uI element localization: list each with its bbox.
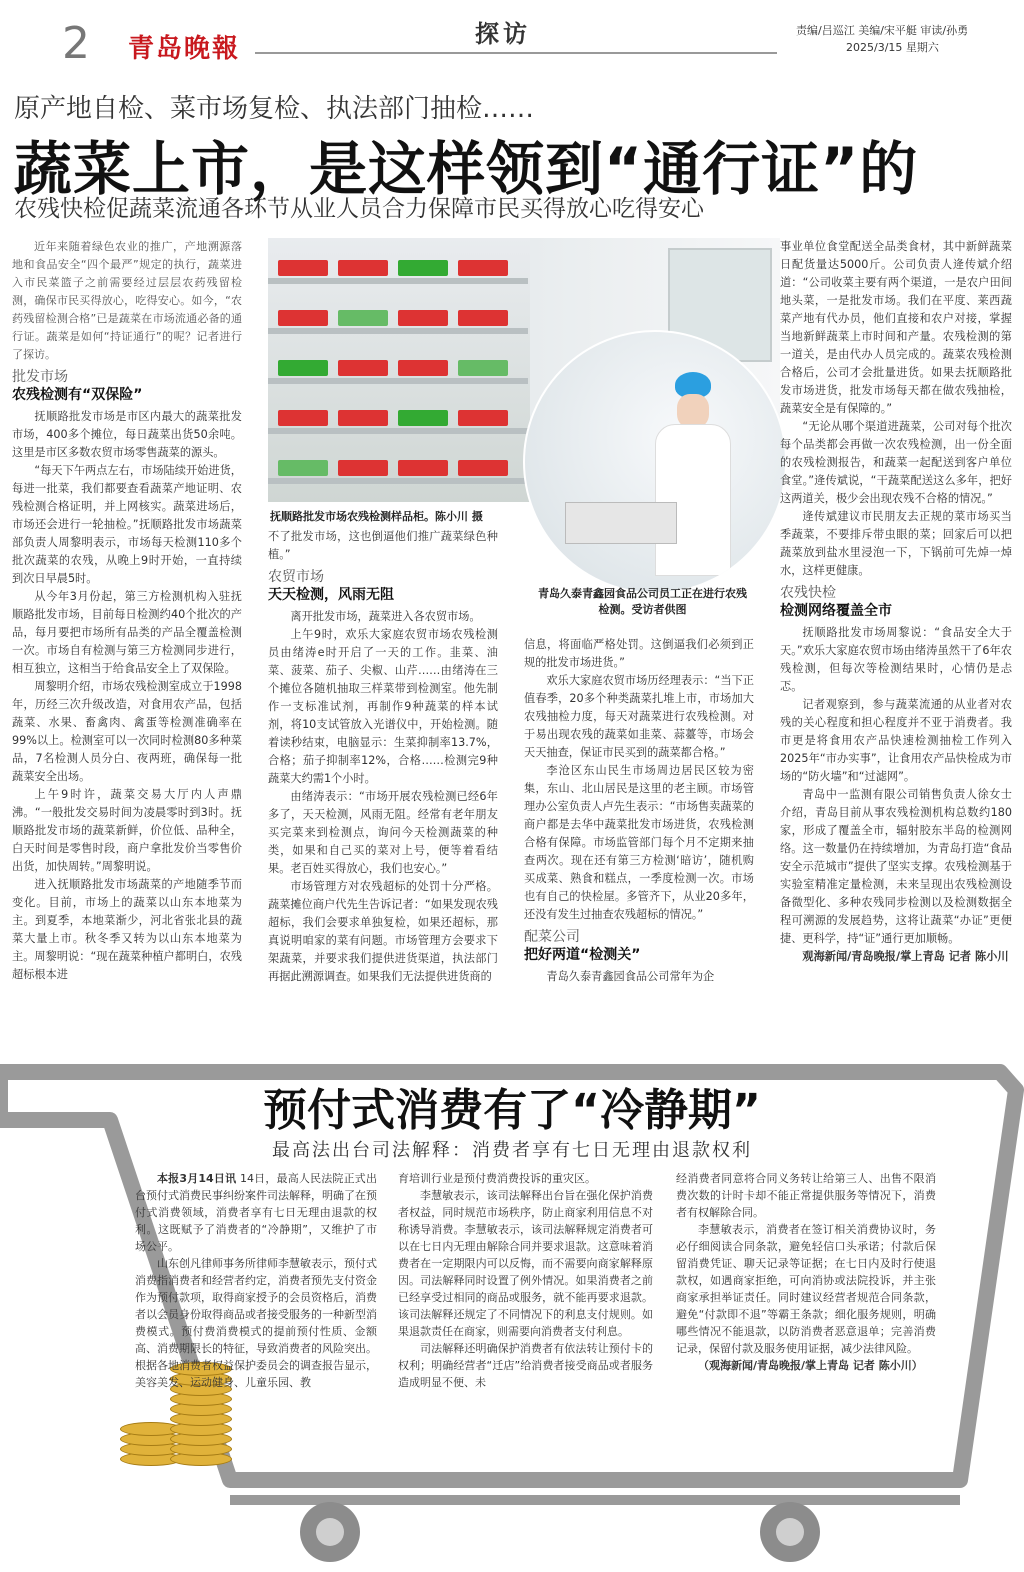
paragraph: “无论从哪个渠道进蔬菜，公司对每个批次每个品类都会再做一次农残检测，出一份全面的农残检测报告，和蔬菜一起配送到客户单位食堂。”逄传斌说，“干蔬菜配送这么多年，把好这两道关，极少会出现农残不合格的情况。” bbox=[780, 420, 1012, 505]
paragraph: 育培训行业是预付费消费投诉的重灾区。 bbox=[398, 1172, 596, 1185]
editors-credit: 责编/吕巡江 美编/宋平艇 审读/孙勇 bbox=[796, 24, 969, 37]
newspaper-logo: 青岛晚報 bbox=[128, 34, 241, 64]
article2-column-3 bbox=[676, 1170, 936, 1470]
paragraph: 信息，将面临严格处罚。这倒逼我们必须到正规的批发市场进货。” bbox=[524, 638, 754, 669]
subhead-label: 配菜公司 bbox=[524, 929, 580, 945]
subhead-title: 把好两道“检测关” bbox=[524, 947, 641, 963]
paragraph: 上午9时许，蔬菜交易大厅内人声鼎沸。“一般批发交易时间为凌晨零时到3时。抚顺路批发市场的蔬菜新鲜，价位低、品种全，白天时间是零售时段，商户拿批发价当零售价出货，加快周转。”周黎明说。 bbox=[12, 788, 242, 873]
photo-caption-2: 青岛久泰青鑫园食品公司员工正在进行农残检测。受访者供图 bbox=[538, 587, 747, 616]
article-headline: 蔬菜上市，是这样领到“通行证”的 bbox=[14, 135, 919, 203]
paragraph: 事业单位食堂配送全品类食材，其中新鲜蔬菜日配货量达5000斤。公司负责人逄传斌介绍道：“公司收菜主要有两个渠道，一是农户田间地头菜，一是批发市场。我们在平度、莱西蔬菜产地有代办员，他们直接和农户对接，掌握当地新鲜蔬菜上市时间和产量。农残检测的第一道关，是由代办人员完成的。蔬菜农残检测合格后，公司才会批量进货。如果去抚顺路批发市场进货，批发市场每天都在做农残抽检，蔬菜安全是有保障的。” bbox=[780, 240, 1012, 415]
paragraph: 记者观察到，参与蔬菜流通的从业者对农残的关心程度和担心程度并不亚于消费者。我市更是将食用农产品快速检测抽检工作列入2025年“市办实事”，让食用农产品快检成为市场的“防火墙”和“过滤网”。 bbox=[780, 698, 1012, 783]
article-kicker: 原产地自检、菜市场复检、执法部门抽检…… bbox=[14, 94, 535, 124]
subhead-title: 检测网络覆盖全市 bbox=[780, 603, 892, 619]
paragraph: 李慧敏表示，消费者在签订相关消费协议时，务必仔细阅读合同条款，避免轻信口头承诺；付款后保留消费凭证、聊天记录等证据；在七日内及时行使退款权，如遇商家拒绝，可向消协或法院投诉，并主张商家承担举证责任。同时建议经营者规范合同条款，避免“付款即不退”等霸王条款；细化服务规则，明确哪些情况不能退款，以防消费者恶意退单；完善消费记录，保留付款及服务使用证据，减少法律风险。 bbox=[676, 1223, 936, 1355]
column-1 bbox=[12, 238, 242, 1050]
subhead-title: 天天检测，风雨无阻 bbox=[268, 587, 394, 603]
byline: 观海新闻/青岛晚报/掌上青岛 记者 陈小川 bbox=[802, 950, 1009, 963]
section-title: 探访 bbox=[475, 20, 531, 48]
paragraph: 周黎明介绍，市场农残检测室成立于1998年，历经三次升级改造，对食用农产品，包括蔬菜、水果、畜禽肉、禽蛋等检测准确率在99%以上。检测室可以一次同时检测80多种菜品，7名检测人员分白、夜两班，确保每一批蔬菜安全出场。 bbox=[12, 680, 242, 783]
paragraph: 抚顺路批发市场周黎说：“食品安全大于天。”欢乐大家庭农贸市场由绪涛虽然干了6年农残检测，但每次等检测结果时，心情仍是忐忑。 bbox=[780, 626, 1012, 693]
issue-date: 2025/3/15 星期六 bbox=[846, 41, 939, 54]
article2-headline: 预付式消费有了“冷静期” bbox=[263, 1085, 761, 1136]
column-2 bbox=[268, 528, 498, 1048]
paragraph: 进入抚顺路批发市场蔬菜的产地随季节而变化。目前，市场上的蔬菜以山东本地菜为主。到夏季，本地菜渐少，河北省张北县的蔬菜大量上市。秋冬季又转为以山东本地菜为主。周黎明说：“现在蔬菜种植户都明白，农残超标根本进 bbox=[12, 878, 242, 981]
dateline: 本报3月14日讯 bbox=[157, 1172, 237, 1185]
page-number: 2 bbox=[62, 18, 90, 69]
paragraph: 市场管理方对农残超标的处罚十分严格。蔬菜摊位商户代先生告诉记者：“如果发现农残超标，我们会要求单独复检，如果还超标，那真说明咱家的菜有问题。市场管理方会要求下架蔬菜，并要求我们提供进货渠道，执法部门再据此溯源调查。如果我们无法提供进货商的 bbox=[268, 880, 498, 983]
article2-column-2 bbox=[398, 1170, 653, 1470]
paragraph: 李沧区东山民生市场周边居民区较为密集，东山、北山居民是这里的老主顾。市场管理办公室负责人卢先生表示：“市场售卖蔬菜的商户都是去华中蔬菜批发市场进货，农残检测合格有保障。市场监管部门每个月不定期来抽查两次。现在还有第三方检测‘暗访’，随机购买成菜、熟食和糕点，一季度检测一次。市场也有自己的快检屋。多管齐下，从业20多年，还没有发生过抽查农残超标的情况。” bbox=[524, 764, 754, 921]
subhead-label: 农贸市场 bbox=[268, 569, 324, 585]
column-3 bbox=[524, 636, 754, 1048]
column-4 bbox=[780, 238, 1012, 1050]
paragraph: 逄传斌建议市民朋友去正规的菜市场买当季蔬菜，不要排斥带虫眼的菜；回家后可以把蔬菜放到盐水里浸泡一下，下锅前可先焯一焯水，这样更健康。 bbox=[780, 510, 1012, 577]
article-deck: 农残快检促蔬菜流通各环节从业人员合力保障市民买得放心吃得安心 bbox=[14, 196, 704, 222]
paragraph: 司法解释还明确保护消费者有依法转让预付卡的权利；明确经营者“迁店”给消费者接受商品或者服务造成明显不便、未 bbox=[398, 1342, 653, 1389]
paragraph: 青岛中一监测有限公司销售负责人徐女士介绍，青岛目前从事农残检测机构总数约180家，形成了覆盖全市，辐射胶东半岛的检测网络。这一数量仍在持续增加，为青岛打造“食品安全示范城市”提供了坚实支撑。农残检测基于实验室精准定量检测，未来呈现出农残检测设备微型化、多种农残同步检测以及检测数据全程可溯源的发展趋势，这将让蔬菜“办证”更便捷、更科学，持“证”通行更加顺畅。 bbox=[780, 788, 1012, 945]
paragraph: 离开批发市场，蔬菜进入各农贸市场。 bbox=[290, 610, 481, 623]
subhead-title: 农残检测有“双保险” bbox=[12, 387, 143, 403]
paragraph: 抚顺路批发市场是市区内最大的蔬菜批发市场，400多个摊位，每日蔬菜出货50余吨。这里是市区多数农贸市场零售蔬菜的源头。 bbox=[12, 410, 242, 459]
paragraph: 不了批发市场，这也倒逼他们推广蔬菜绿色种植。” bbox=[268, 530, 498, 561]
byline: （观海新闻/青岛晚报/掌上青岛 记者 陈小川） bbox=[698, 1359, 923, 1372]
article-lead: 近年来随着绿色农业的推广，产地溯源落地和食品安全“四个最严”规定的执行，蔬菜进入市民菜篮子之前需要经过层层农药残留检测，确保市民买得放心，吃得安心。如今，“农药残留检测合格”已是蔬菜在市场流通必备的通行证。蔬菜是如何“持证通行”的呢？记者进行了探访。 bbox=[12, 240, 242, 361]
paragraph: 经消费者同意将合同义务转让给第三人、出售不限消费次数的计时卡却不能正常提供服务等情况下，消费者有权解除合同。 bbox=[676, 1172, 936, 1219]
paragraph: 李慧敏表示，该司法解释出台旨在强化保护消费者权益，同时规范市场秩序，防止商家利用信息不对称诱导消费。李慧敏表示，该司法解释规定消费者可以在七日内无理由解除合同并要求退款。这意味着消费者在一定期限内可以反悔，而不需要向商家解释原因。司法解释同时设置了例外情况。如果消费者之前已经享受过相同的商品或服务，就不能再要求退款。该司法解释还规定了不同情况下的利息支付规则。如果退款责任在商家，则需要向消费者支付利息。 bbox=[398, 1189, 653, 1338]
article2-deck: 最高法出台司法解释：消费者享有七日无理由退款权利 bbox=[272, 1140, 752, 1161]
paragraph: 欢乐大家庭农贸市场历经理表示：“当下正值春季，20多个种类蔬菜扎堆上市，市场加大农残抽检力度，每天对蔬菜进行农残检测。对于易出现农残的蔬菜如韭菜、蒜薹等，市场会天天抽查，保证市民买到的蔬菜都合格。” bbox=[524, 674, 754, 759]
paragraph: 山东创凡律师事务所律师李慧敏表示，预付式消费指消费者和经营者约定，消费者预先支付资金作为预付款项，取得商家授予的会员资格后，消费者以会员身份取得商品或者接受服务的一种新型消费模式。预付费消费模式的提前预付性质、金额高、消费期限长的特征，导致消费者的风险突出。根据各地消费者权益保护委员会的调查报告显示，美容美发、运动健身、儿童乐园、教 bbox=[135, 1257, 377, 1389]
subhead-label: 农残快检 bbox=[780, 585, 836, 601]
article2-column-1 bbox=[135, 1170, 377, 1460]
header-meta bbox=[796, 22, 968, 56]
header-rule bbox=[255, 52, 777, 54]
paragraph: “每天下午两点左右，市场陆续开始进货，每进一批菜，我们都要查看蔬菜产地证明、农残检测合格证明，并上网核实。蔬菜进场后，市场还会进行一轮抽检。”抚顺路批发市场蔬菜部负责人周黎明表示，市场每天检测110多个批次蔬菜的农残，从晚上9时开始，一直持续到次日早晨5时。 bbox=[12, 464, 242, 585]
paragraph: 14日，最高人民法院正式出台预付式消费民事纠纷案件司法解释，明确了在预付式消费领域，消费者享有七日无理由退款的权利。这既赋予了消费者的“冷静期”，又维护了市场公平。 bbox=[135, 1172, 377, 1253]
lab-worker-photo bbox=[523, 330, 787, 594]
subhead-label: 批发市场 bbox=[12, 369, 68, 385]
photo-caption: 抚顺路批发市场农残检测样品柜。陈小川 摄 bbox=[270, 510, 483, 523]
paragraph: 由绪涛表示：“市场开展农残检测已经6年多了，天天检测，风雨无阻。经常有老年朋友买完菜来到检测点，询问今天检测蔬菜的种类，如果和自己买的菜对上号，便等着看结果。老百姓买得放心，我们也安心。” bbox=[268, 790, 498, 875]
paragraph: 上午9时，欢乐大家庭农贸市场农残检测员由绪涛e时开启了一天的工作。韭菜、油菜、菠菜、茄子、尖椒、山芹……由绪涛在三个摊位各随机抽取三样菜带到检测室。他先制作一支标准试剂，再制作9种蔬菜的样本试剂，将10支试管放入光谱仪中，开始检测。随着读秒结束，电脑显示：生菜抑制率13.7%，合格；茄子抑制率12%，合格……检测完9种蔬菜大约需1个小时。 bbox=[268, 628, 498, 785]
paragraph: 青岛久泰青鑫园食品公司常年为企 bbox=[546, 970, 715, 983]
paragraph: 从今年3月份起，第三方检测机构入驻抚顺路批发市场，目前每日检测约40个批次的产品，每月要把市场所有品类的产品全覆盖检测一次。市场自有检测与第三方检测同步进行，相互独立，这相当于给食品安全上了双保险。 bbox=[12, 590, 242, 675]
